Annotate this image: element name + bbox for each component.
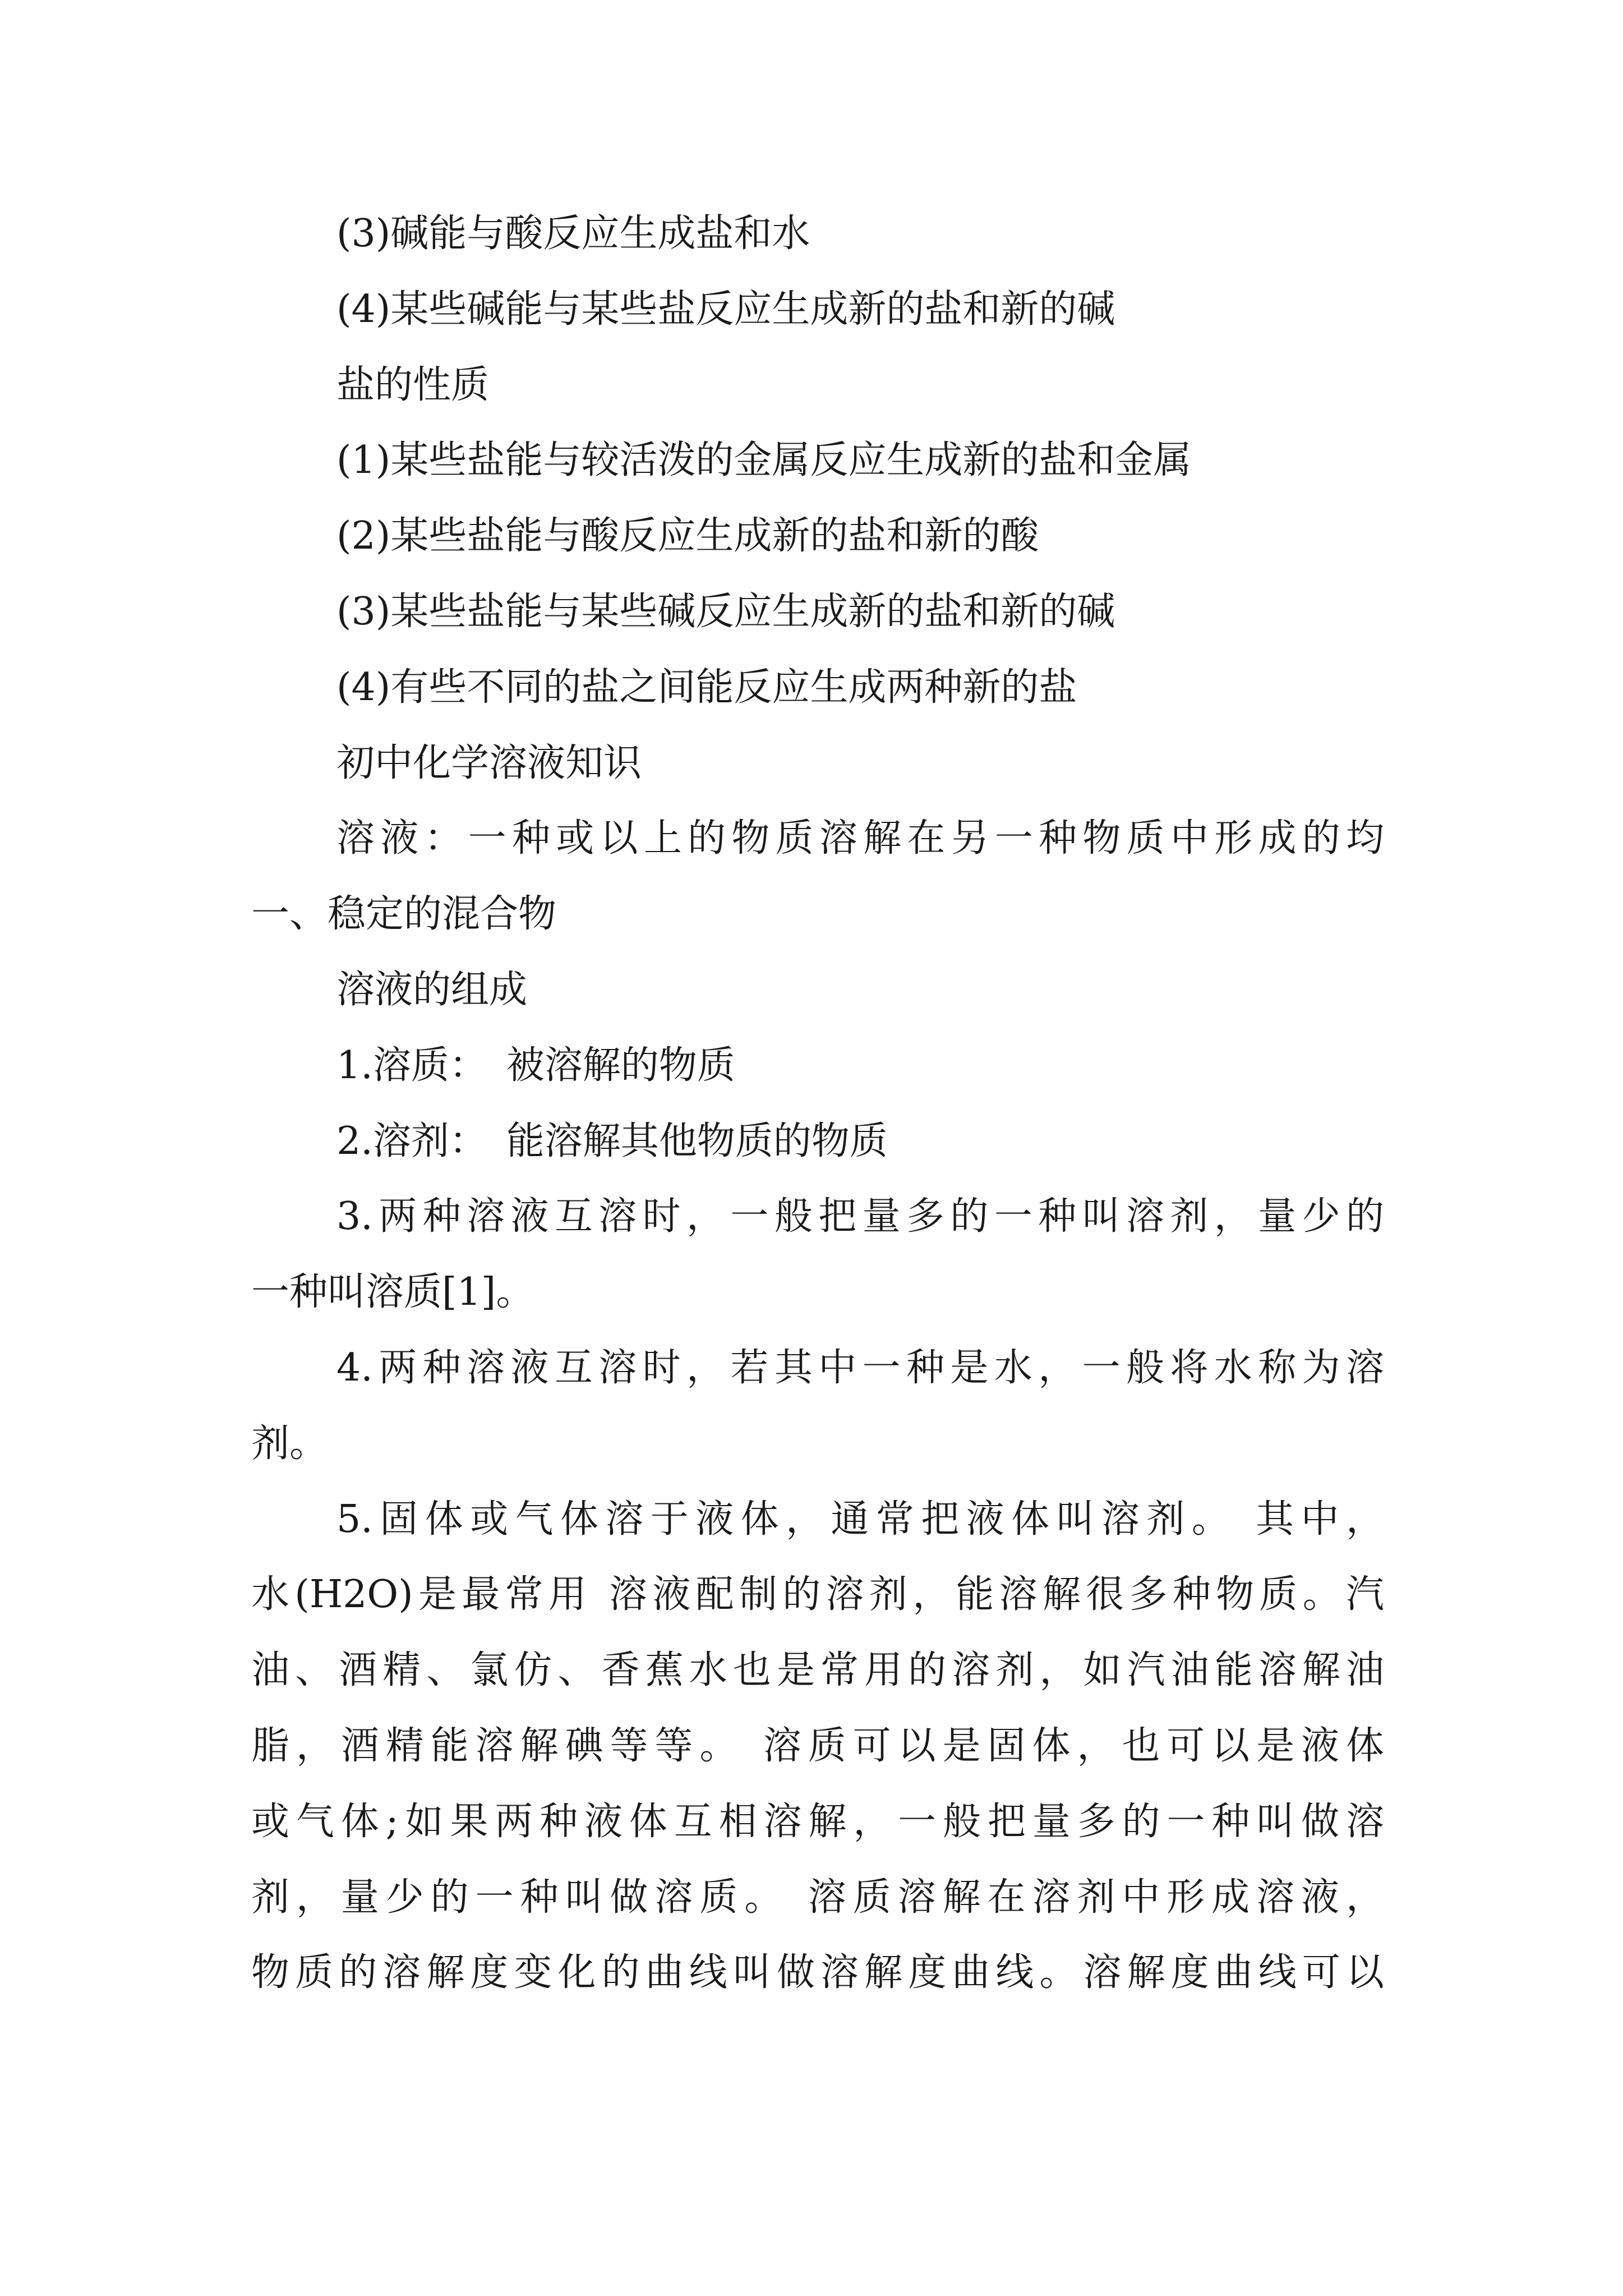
text-line: (3)某些盐能与某些碱反应生成新的盐和新的碱 (336, 589, 1115, 634)
text-line: 一、稳定的混合物 (251, 892, 557, 937)
text-line: 油、酒精、氯仿、香蕉水也是常用的溶剂，如汽油能溶解油 (251, 1648, 1384, 1693)
section-heading: 盐的性质 (336, 362, 490, 407)
text-line: 2.溶剂： 能溶解其他物质的物质 (336, 1119, 888, 1163)
text-line: 脂，酒精能溶解碘等等。 溶质可以是固体，也可以是液体 (251, 1723, 1384, 1768)
text-line: 或气体;如果两种液体互相溶解，一般把量多的一种叫做溶 (251, 1799, 1384, 1844)
text-line: 剂，量少的一种叫做溶质。 溶质溶解在溶剂中形成溶液， (251, 1875, 1384, 1920)
section-heading: 溶液的组成 (336, 967, 528, 1012)
text-line: (4)某些碱能与某些盐反应生成新的盐和新的碱 (336, 287, 1115, 332)
text-line: (3)碱能与酸反应生成盐和水 (336, 211, 810, 256)
text-line: 溶液：一种或以上的物质溶解在另一种物质中形成的均 (336, 816, 1384, 861)
text-line: (4)有些不同的盐之间能反应生成两种新的盐 (336, 665, 1077, 710)
text-line: 水(H2O)是最常用 溶液配制的溶剂，能溶解很多种物质。汽 (251, 1572, 1384, 1617)
text-line: 1.溶质： 被溶解的物质 (336, 1043, 735, 1088)
document-body (251, 196, 1384, 2011)
text-line: 一种叫溶质[1]。 (251, 1270, 534, 1315)
section-heading: 初中化学溶液知识 (336, 740, 642, 785)
text-line: (1)某些盐能与较活泼的金属反应生成新的盐和金属 (336, 438, 1192, 483)
text-line: 4.两种溶液互溶时，若其中一种是水，一般将水称为溶 (336, 1345, 1384, 1390)
text-line: 剂。 (251, 1421, 328, 1466)
text-line: 3.两种溶液互溶时，一般把量多的一种叫溶剂，量少的 (336, 1194, 1384, 1239)
text-line: (2)某些盐能与酸反应生成新的盐和新的酸 (336, 514, 1039, 559)
text-line: 物质的溶解度变化的曲线叫做溶解度曲线。溶解度曲线可以 (251, 1950, 1384, 1995)
text-line: 5.固体或气体溶于液体，通常把液体叫溶剂。 其中， (336, 1497, 1384, 1542)
